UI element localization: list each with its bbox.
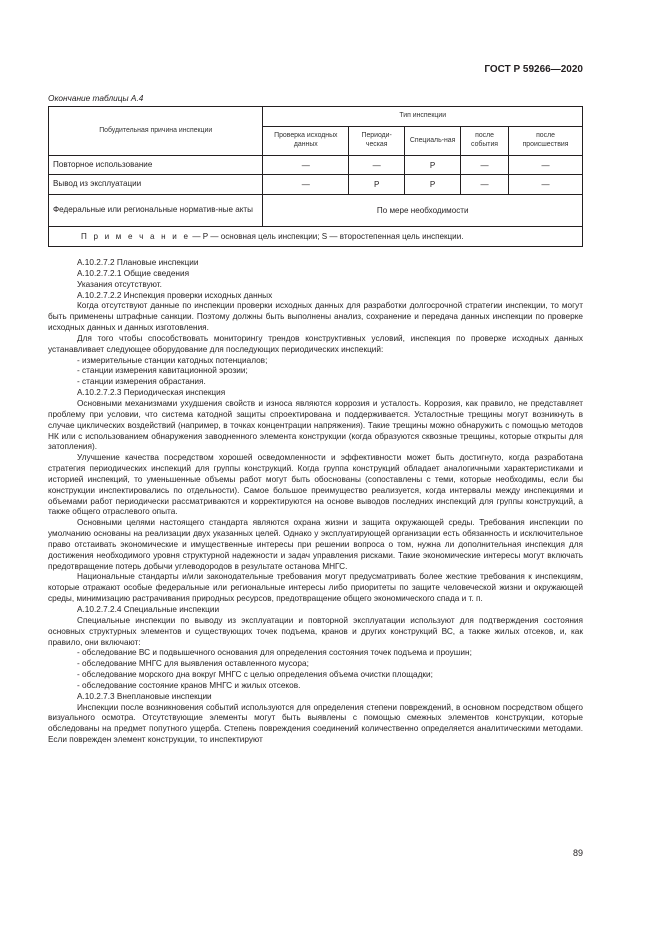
header-special: Специаль-ная (405, 127, 461, 156)
note-text: — Р — основная цель инспекции; S — второстепенная цель инспекции. (190, 232, 464, 241)
note-prefix: П р и м е ч а н и е (81, 232, 191, 241)
table-cell: — (461, 175, 509, 195)
list-item: - станции измерения обрастания. (77, 377, 206, 387)
document-standard-number: ГОСТ Р 59266—2020 (484, 64, 583, 75)
paragraph: Указания отсутствуют. (77, 279, 162, 289)
table-row (49, 195, 583, 227)
paragraph: Основными механизмами ухудшения свойств и износа являются коррозия и усталость. Коррозия, как правило, не представляет проблему при условии, что система катодной защиты спроектирована и поддерживается. Усталостные трещины могут возникнуть в случае циклических воздействий (например, в точках концентрации напряжения). Такие трещины можно обнаружить с помощью методов НК или с использованием обнаружения заводненного элемента конструкции (когда образуются сквозные трещины, которые открыты для затопления). (48, 398, 583, 452)
row-label: Вывод из эксплуатации (49, 175, 263, 195)
section-heading: А.10.2.7.2.1 Общие сведения (77, 268, 190, 278)
row-label: Повторное использование (49, 156, 263, 175)
section-heading: А.10.2.7.2.4 Специальные инспекции (77, 605, 220, 614)
section-heading: А.10.2.7.2.3 Периодическая инспекция (77, 388, 226, 398)
paragraph: Инспекции после возникновения событий используются для определения степени повреждений, в основном посредством общего визуального осмотра. Отсутствующие элементы могут быть выявлены с помощью смежных элементов конструкции, которые обследованы на предмет попутного ущерба. Степень повреждения соединений количественно определяется аналитическими методами. Если поврежден элемент конструкции, то инспектируют (48, 702, 583, 745)
table-cell: — (461, 156, 509, 175)
list-item: - обследование морского дна вокруг МНГС с целью определения объема очистки площадки; (77, 670, 433, 680)
table-note (49, 227, 583, 247)
table-cell: — (349, 156, 405, 175)
table-cell-merged: По мере необходимости (263, 195, 583, 227)
paragraph: Специальные инспекции по выводу из эксплуатации и повторной эксплуатации используют для подтверждения состояния основных структурных элементов и существующих точек подъема, кранов и других конструкций ВС, а также жилых отсеков, и, как правило, они включают: (48, 615, 583, 647)
table-cell: — (263, 156, 349, 175)
paragraph: Когда отсутствуют данные по инспекции проверки исходных данных для разработки долгосрочной стратегии инспекции, то могут быть применены штрафные санкции. Поэтому должны быть выполнены анализ, сохранение и передача данных инспекции по проверке исходных данных и данных изготовления. (48, 301, 583, 333)
section-heading: А.10.2.7.2.2 Инспекция проверки исходных данных (77, 290, 273, 300)
header-after-event: после события (461, 127, 509, 156)
header-inspection-type: Тип инспекции (263, 107, 583, 127)
table-note-row (49, 227, 583, 247)
list-item: - измерительные станции катодных потенциалов; (77, 355, 268, 365)
paragraph: Национальные стандарты и/или законодательные требования могут предусматривать более жесткие требования к инспекциям, которые отражают особые федеральные или региональные интересы либо приоритеты по защите человеческой жизни и окружающей среды, минимизацию растрачивания природных ресурсов, предотвращение общего экономического спада и т. п. (48, 572, 583, 604)
table-cell: — (509, 156, 583, 175)
header-periodic: Периоди-ческая (349, 127, 405, 156)
list-item: - станции измерения кавитационной эрозии; (77, 366, 248, 376)
table-row (49, 175, 583, 195)
table-cell: Р (405, 156, 461, 175)
paragraph: Улучшение качества посредством хорошей осведомленности и эффективности может быть достигнуто, когда разработана стратегия периодических инспекций для группы конструкций. Когда группа конструкций обладает аналогичными характеристиками и историей инспекций, то уменьшенные объемы работ могут быть обоснованы (сопоставлены с теми, которые необходимы, если бы конструкции инспектировались по отдельности). Самое большое преимущество реализуется, когда интервалы между инспекциями и объемами работ периодически рассматриваются и корректируются на основе выводов последних инспекций для группы конструкций, а также общего отраслевого опыта. (48, 453, 583, 517)
table-cell: Р (405, 175, 461, 195)
section-heading: А.10.2.7.2 Плановые инспекции (77, 258, 199, 267)
inspection-type-table (48, 106, 583, 247)
header-reason: Побудительная причина инспекции (49, 107, 263, 156)
table-cell: — (509, 175, 583, 195)
section-heading: А.10.2.7.3 Внеплановые инспекции (77, 691, 212, 701)
body-text (48, 258, 583, 746)
row-label: Федеральные или региональные норматив-ные акты (49, 195, 263, 227)
paragraph: Основными целями настоящего стандарта являются охрана жизни и защита окружающей среды. Требования инспекции по умолчанию основаны на реализации двух указанных целей. Однако у эксплуатирующей организации есть обязанность и исключительное право отстаивать экономические и имущественные интересы при решении вопроса о том, нужна ли дополнительная инспекция для достижения необходимого уровня структурной надежности и задач управления рисками. Такие экономические интересы могут включать предотвращение потерь добычи углеводородов в результате останова МНГС. (48, 518, 583, 571)
table-cell: Р (349, 175, 405, 195)
header-after-incident: после происшествия (509, 127, 583, 156)
paragraph: Для того чтобы способствовать мониторингу трендов конструктивных условий, инспекция по проверке исходных данных устанавливает следующее оборудование для последующих периодических инспекций: (48, 333, 583, 354)
table-row (49, 156, 583, 175)
list-item: - обследование состояние кранов МНГС и жилых отсеков. (77, 680, 301, 690)
list-item: - обследование ВС и подвышечного основания для определения состояния точек подъема и проушин; (77, 648, 472, 658)
header-baseline: Проверка исходных данных (263, 127, 349, 156)
table-cell: — (263, 175, 349, 195)
list-item: - обследование МНГС для выявления оставленного мусора; (77, 659, 309, 669)
page-number: 89 (572, 848, 583, 858)
table-caption: Окончание таблицы А.4 (48, 93, 144, 103)
